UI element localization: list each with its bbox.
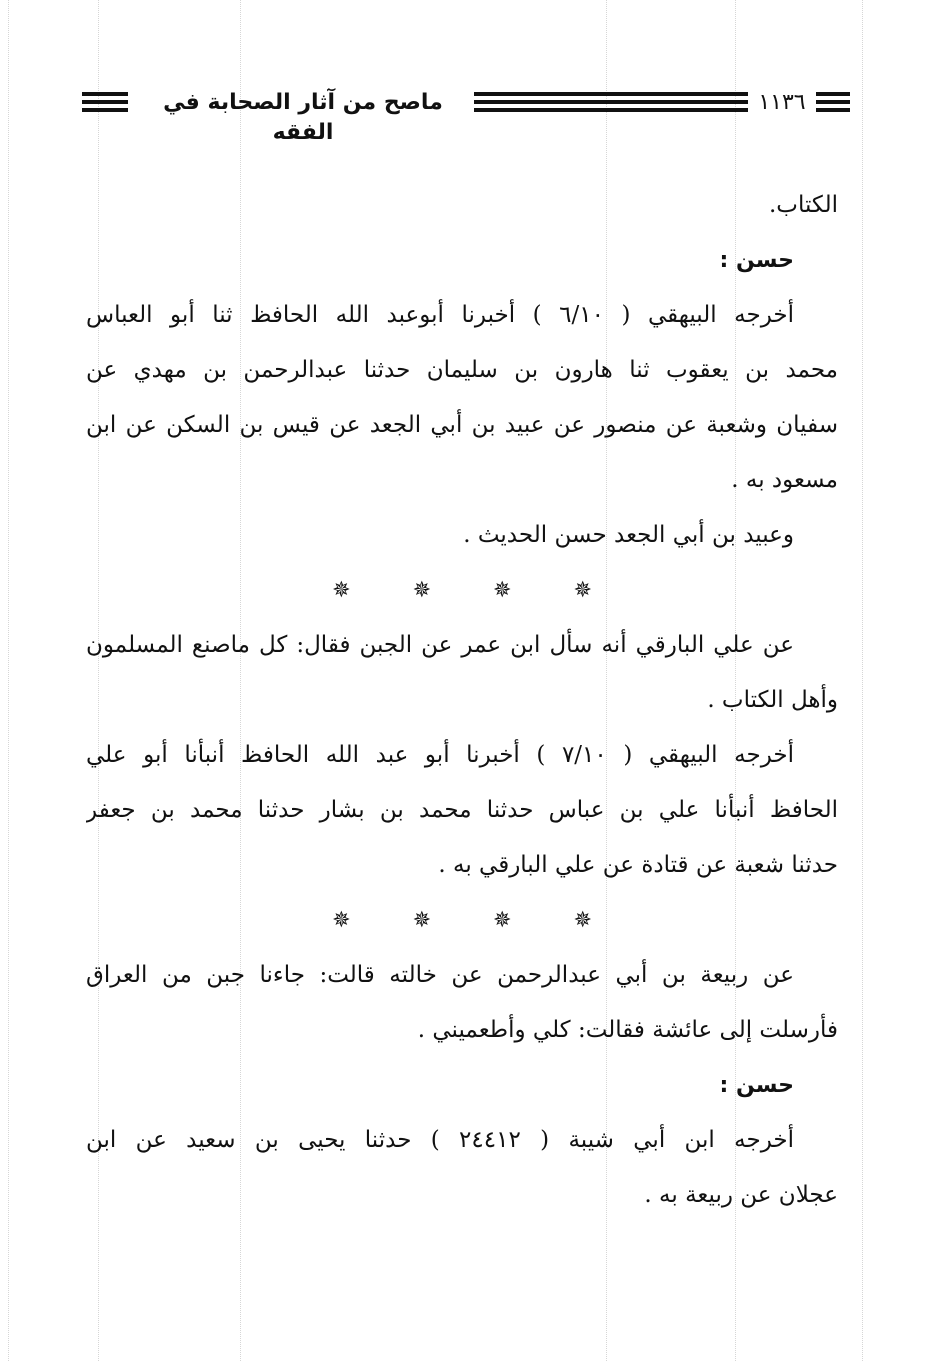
- star-ornament-icon: ✵: [332, 908, 351, 933]
- header-rule-left: [82, 92, 128, 116]
- scan-guide-line: [8, 0, 9, 1361]
- star-ornament-icon: ✵: [573, 578, 592, 603]
- text-line: أخرجه البيهقي ( ٧/١٠ ) أخبرنا أبو عبد الله الحافظ أنبأنا أبو علي: [86, 742, 794, 768]
- section-separator: [86, 563, 838, 618]
- page-body: [86, 178, 838, 1223]
- text-line: الحافظ أنبأنا علي بن عباس حدثنا محمد بن بشار حدثنا محمد بن جعفر: [86, 797, 838, 823]
- star-ornament-icon: ✵: [493, 578, 512, 603]
- star-ornament-icon: ✵: [412, 578, 431, 603]
- text-line: وعبيد بن أبي الجعد حسن الحديث .: [463, 522, 794, 548]
- star-ornament-icon: ✵: [493, 908, 512, 933]
- running-header: [82, 84, 850, 145]
- text-line: سفيان وشعبة عن منصور عن عبيد بن أبي الجعد عن قيس بن السكن عن ابن: [86, 412, 838, 438]
- text-line: محمد بن يعقوب ثنا هارون بن سليمان حدثنا عبدالرحمن بن مهدي عن: [86, 357, 838, 383]
- text-line: الكتاب.: [768, 192, 838, 218]
- text-line: أخرجه البيهقي ( ٦/١٠ ) أخبرنا أبوعبد الله الحافظ ثنا أبو العباس: [86, 302, 794, 328]
- text-line: مسعود به .: [731, 467, 838, 493]
- page-number: ١١٣٦: [748, 88, 816, 118]
- header-title: ماصح من آثار الصحابة في الفقه: [163, 90, 443, 145]
- star-ornament-icon: ✵: [573, 908, 592, 933]
- header-rule-right: [818, 92, 850, 116]
- text-line: حدثنا شعبة عن قتادة عن علي البارقي به .: [438, 852, 838, 878]
- scan-guide-line: [862, 0, 863, 1361]
- star-ornament-icon: ✵: [332, 578, 351, 603]
- text-line: عجلان عن ربيعة به .: [644, 1182, 838, 1208]
- grading-heading: حسن :: [719, 1073, 794, 1098]
- text-line: وأهل الكتاب .: [707, 687, 838, 713]
- text-line: أخرجه ابن أبي شيبة ( ٢٤٤١٢ ) حدثنا يحيى بن سعيد عن ابن: [86, 1127, 794, 1153]
- text-line: فأرسلت إلى عائشة فقالت: كلي وأطعميني .: [417, 1017, 838, 1043]
- star-ornament-icon: ✵: [412, 908, 431, 933]
- text-line: عن ربيعة بن أبي عبدالرحمن عن خالته قالت: جاءنا جبن من العراق: [86, 962, 794, 988]
- text-line: عن علي البارقي أنه سأل ابن عمر عن الجبن فقال: كل ماصنع المسلمون: [86, 632, 794, 658]
- grading-heading: حسن :: [719, 248, 794, 273]
- section-separator: [86, 893, 838, 948]
